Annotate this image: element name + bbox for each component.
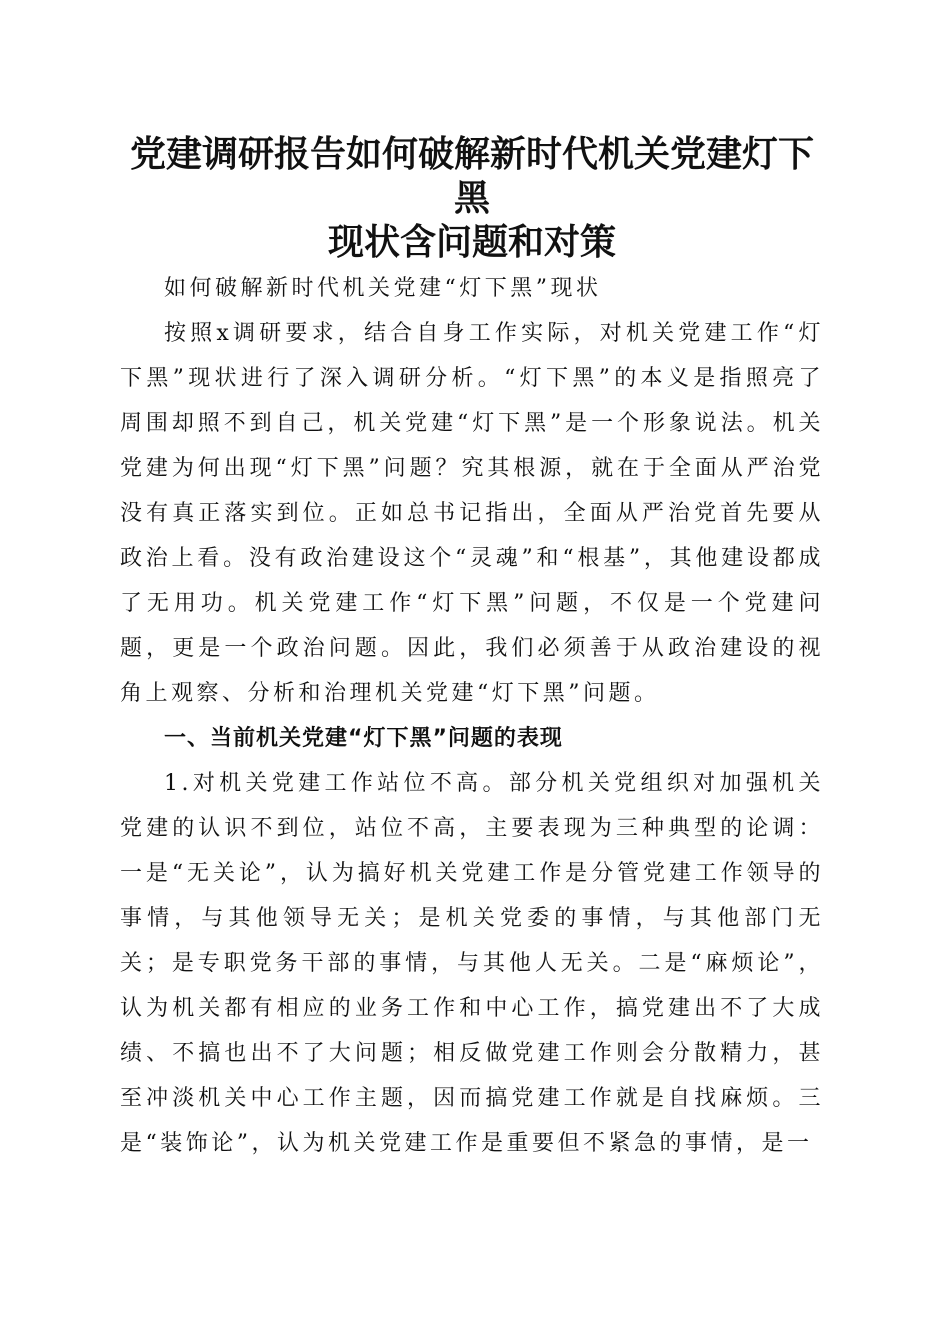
- title-line-1: 党建调研报告如何破解新时代机关党建灯下黑: [129, 133, 814, 219]
- section-heading-1: 一、当前机关党建“灯下黑”问题的表现: [164, 726, 563, 751]
- section-1-paragraph: 1.对机关党建工作站位不高。部分机关党组织对加强机关党建的认识不到位，站位不高，主要表现为三种典型的论调：一是“无关论”，认为搞好机关党建工作是分管党建工作领导的事情，与其他领导无关；是机关党委的事情，与其他部门无关；是专职党务干部的事情，与其他人无关。二是“麻烦论”，认为机关都有相应的业务工作和中心工作，搞党建出不了大成绩、不搞也出不了大问题；相反做党建工作则会分散精力，甚至冲淡机关中心工作主题，因而搞党建工作就是自找麻烦。三是“装饰论”，认为机关党建工作是重要但不紧急的事情，是一: [120, 771, 824, 1156]
- document-subtitle: 如何破解新时代机关党建“灯下黑”现状: [164, 276, 602, 301]
- document-page: [120, 132, 824, 1166]
- intro-paragraph: 按照x调研要求，结合自身工作实际，对机关党建工作“灯下黑”现状进行了深入调研分析。“灯下黑”的本义是指照亮了周围却照不到自己，机关党建“灯下黑”是一个形象说法。机关党建为何出现“灯下黑”问题？究其根源，就在于全面从严治党没有真正落实到位。正如总书记指出，全面从严治党首先要从政治上看。没有政治建设这个“灵魂”和“根基”，其他建设都成了无用功。机关党建工作“灯下黑”问题，不仅是一个党建问题，更是一个政治问题。因此，我们必须善于从政治建设的视角上观察、分析和治理机关党建“灯下黑”问题。: [120, 321, 824, 706]
- document-title: [120, 132, 824, 264]
- title-line-2: 现状含问题和对策: [327, 221, 616, 263]
